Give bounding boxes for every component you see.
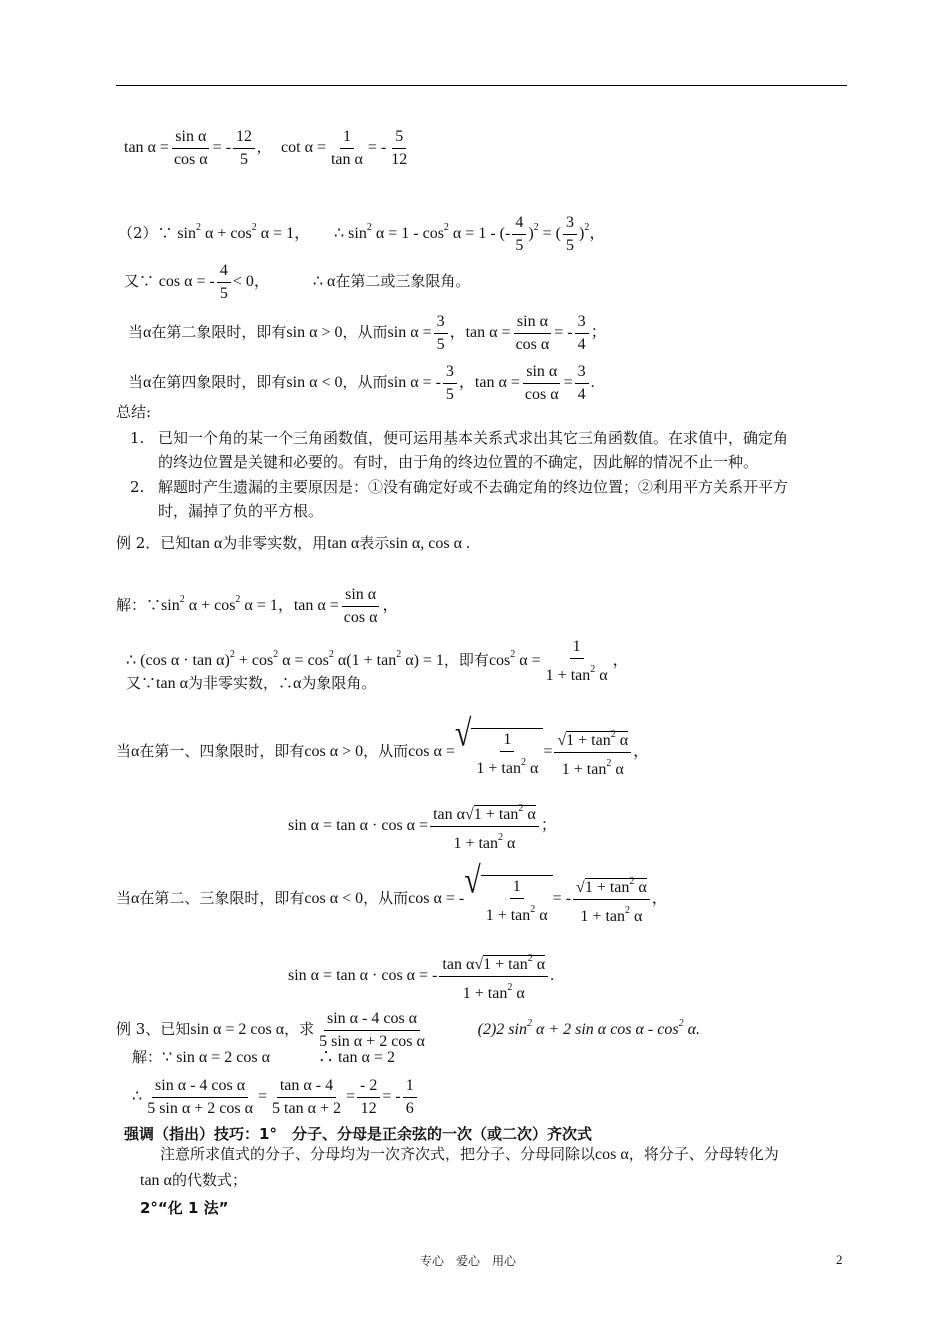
case-quadrant-2: 当α在第二象限时，即有sin α > 0，从而sin α = $\frac{3}{5}$ ，tan α = $\frac{\text{sin α}}{\text{cos α}}$ = - $\frac{3}{4}$ ； [128,313,607,353]
case-1-line: 当α在第一、四象限时，即有cos α > 0，从而cos α = √ $\frac{1}{1 + \tan^2 \alpha}$ = $\frac{√1 + \tan^2 \alpha}{1 + \tan^2 \alpha}$ ， [116,712,650,778]
summary-1-num: 1. [130,429,145,447]
solution-2-line2: ∴ (cos $\alpha \cdot \tan \alpha)^2 + \cos^2 \alpha = \cos^2 \alpha(1 + \tan^2 \alpha) = 1$，即有$\cos^2 \alpha$ = $\frac{1}{1 + \tan^2 \alpha}$ ， [126,638,629,684]
page-number: 2 [836,1252,843,1267]
case-1-sin: sin α = tan α · cos α = $\frac{\tan \alpha√1 + \tan^2 \alpha}{1 + \tan^2 \alpha}$ ； [288,800,557,853]
emphasis-title: 强调（指出）技巧：1° 分子、分母是正余弦的一次（或二次）齐次式 [124,1125,592,1143]
example-3: 例 3、已知sin α = 2 cos α，求 $\frac{\text{sin α - 4 cos α}}{\text{5 sin α + 2 cos α}}$ (2)2 $\sin^2 \alpha + 2$ sin α cos α - $\cos^2 \alpha$. [116,1010,700,1050]
solution-3-line1: 解：∵ sin α = 2 cos α ∴ tan α = 2 [132,1048,395,1066]
eq-cos-sign: 又∵ cos α = - $\frac{4}{5}$ < 0， ∴ α在第二或三象限角。 [124,262,471,302]
example-2: 例 2．已知tan α为非零实数，用tan α表示sin α, cos α . [116,534,470,552]
emphasis-body-1: 注意所求值式的分子、分母均为一次齐次式，把分子、分母同除以cos α，将分子、分母转化为 [160,1145,779,1163]
because-label: 又∵ [124,272,155,291]
emphasis-body-2: tan α的代数式； [140,1171,247,1189]
part2-prefix: （2）∵ [118,224,173,243]
summary-2-num: 2. [130,478,145,496]
quadrant-note: 在第二或三象限角。 [335,272,471,291]
case-quadrant-4: 当α在第四象限时，即有sin α < 0，从而sin α = - $\frac{3}{5}$ ，tan α = $\frac{\text{sin α}}{\text{cos α}}$ = $\frac{3}{4}$ . [128,363,595,403]
eq-part2: （2）∵ $\sin^2 \alpha + \cos^2 \alpha = 1$， ∴ $\sin^2 \alpha = 1 - \cos^2 \alpha = 1$ - (- $\frac{4}{5}$ )$^2$ = ( $\frac{3}{5}$ )$^2$， [118,214,606,254]
summary-1-line2: 的终边位置是关键和必要的。有时，由于角的终边位置的不确定，因此解的情况不止一种。 [158,453,759,471]
eq-tan-cot: tan α = $\frac{\text{sin α}}{\text{cos α}}$ = - $\frac{12}{5}$ , cot α = $\frac{1}{\text{tan α}}$ = - $\frac{5}{12}$ [124,128,408,168]
footer-motto: 专心 爱心 用心 [420,1254,517,1268]
header-rule [116,85,847,86]
case-2-line: 当α在第二、三象限时，即有cos α < 0，从而cos α = - √ $\frac{1}{1 + \tan^2 \alpha}$ = - $\frac{√1 + \tan^2 \alpha}{1 + \tan^2 \alpha}$ ， [116,859,668,925]
case-2-sin: sin α = tan α · cos α = - $\frac{\tan \alpha√1 + \tan^2 \alpha}{1 + \tan^2 \alpha}$ . [288,950,554,1003]
summary-2-line1: 解题时产生遗漏的主要原因是：①没有确定好或不去确定角的终边位置；②利用平方关系开平方 [158,478,789,496]
solution-3-line2: ∴ $\frac{\text{sin α - 4 cos α}}{\text{5 sin α + 2 cos α}}$ = $\frac{\text{tan α - 4}}{\text{5 tan α + 2}}$ = $\frac{- 2}{12}$ = - $\frac{1}{6}$ [132,1077,419,1118]
emphasis-2: 2°“化 1 法” [140,1199,229,1217]
solution-2-line3: 又∵tan α为非零实数，∴α为象限角。 [126,674,377,692]
summary-1-line1: 已知一个角的某一个三角函数值，便可运用基本关系式求出其它三角函数值。在求值中，确定角 [158,429,789,447]
solution-2-line1: 解：$\because\sin^2$ $\alpha + \cos^2 \alpha = 1$，tan α = $\frac{\text{sin α}}{\text{cos α}}$ ， [116,586,399,626]
summary-2-line2: 时，漏掉了负的平方根。 [158,502,324,520]
summary-title: 总结: [116,403,152,421]
